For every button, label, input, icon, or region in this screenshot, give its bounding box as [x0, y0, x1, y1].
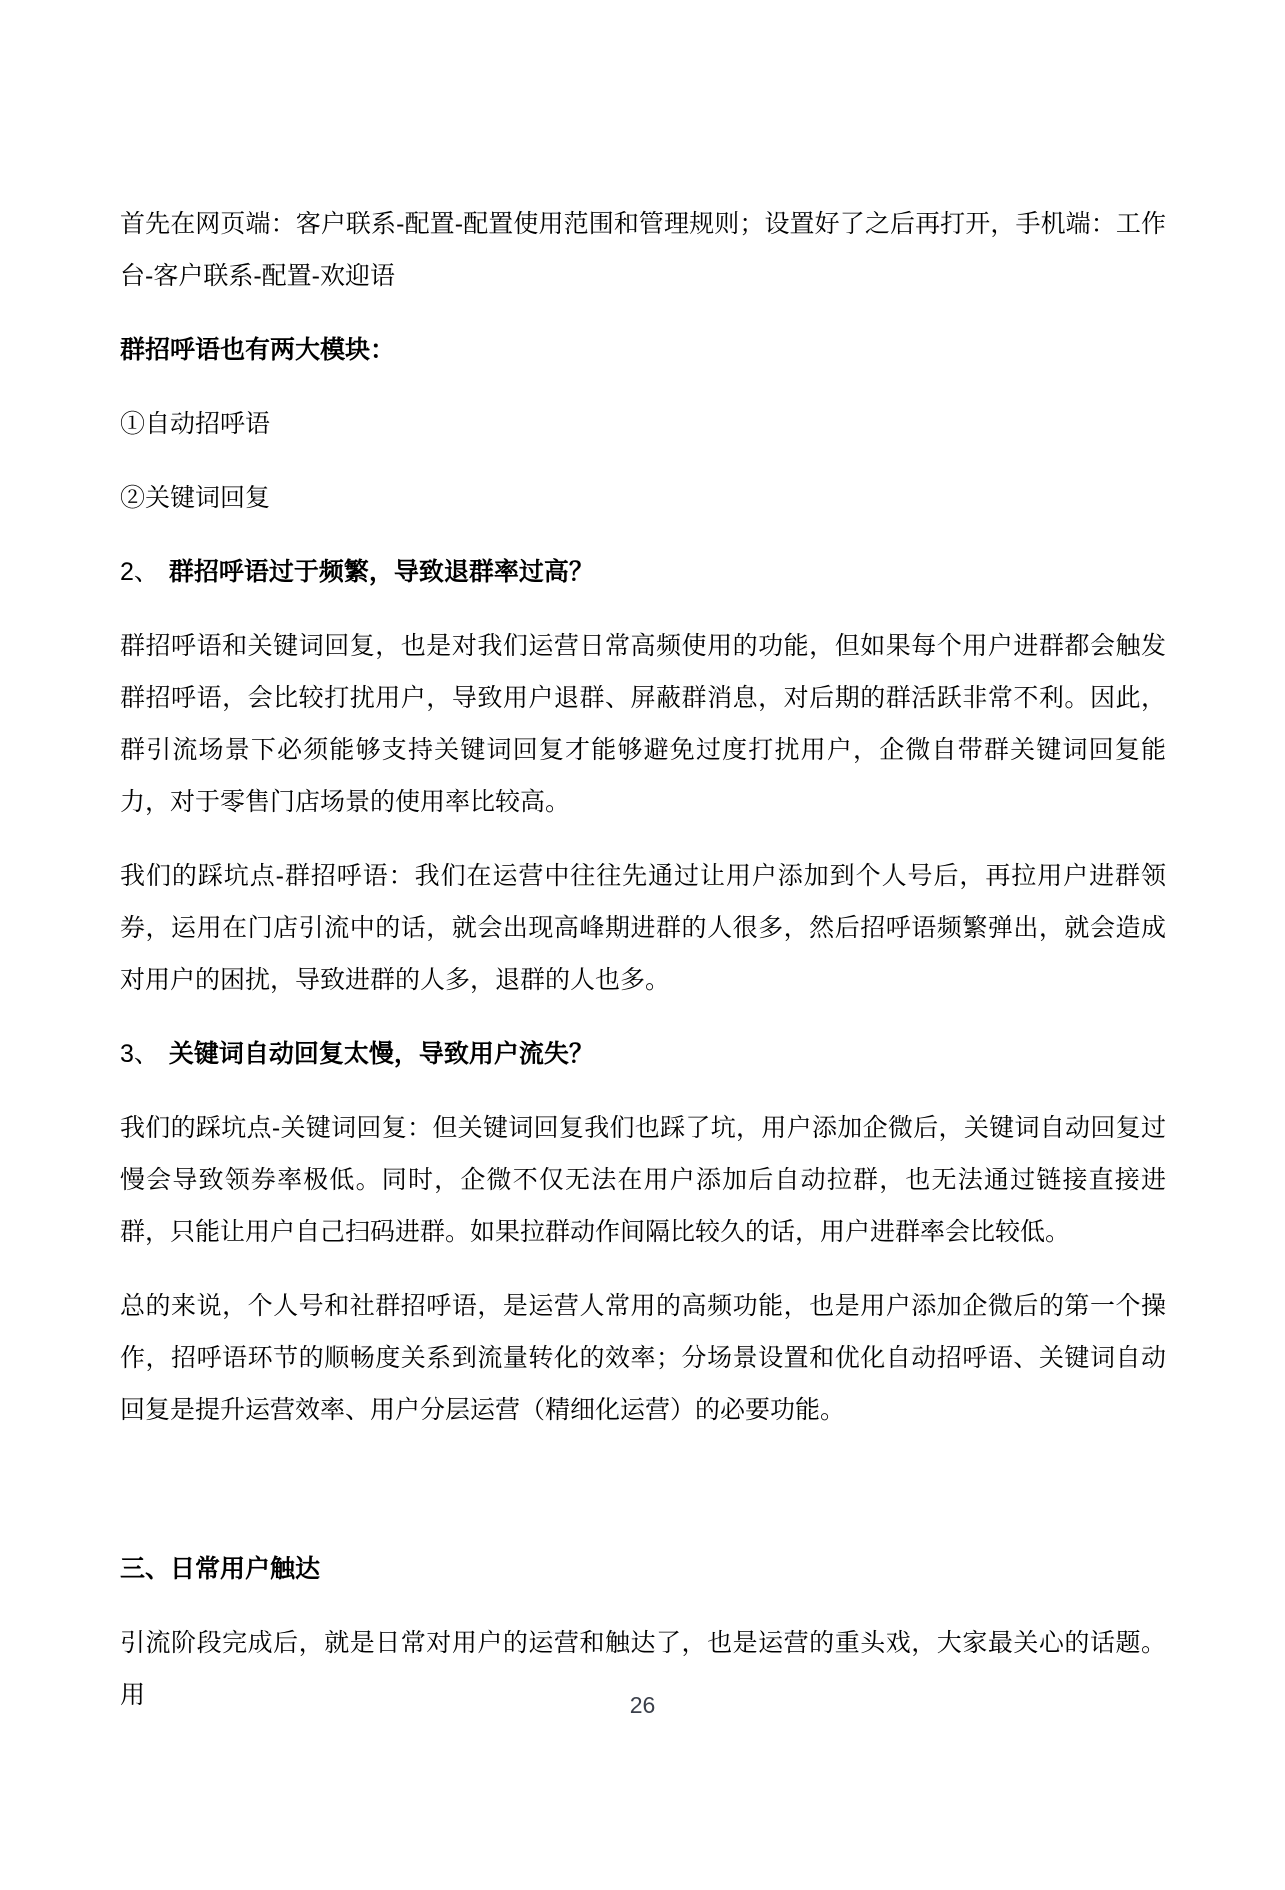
- paragraph-setup-path: 首先在网页端：客户联系-配置-配置使用范围和管理规则；设置好了之后再打开，手机端：工作台-客户联系-配置-欢迎语: [120, 210, 1166, 290]
- paragraph-pitfall-group-greeting: 我们的踩坑点-群招呼语：我们在运营中往往先通过让用户添加到个人号后，再拉用户进群领券，运用在门店引流中的话，就会出现高峰期进群的人很多，然后招呼语频繁弹出，就会造成对用户的困扰，导致进群的人多，退群的人也多。: [120, 862, 1166, 994]
- heading-q3-text: 关键词自动回复太慢，导致用户流失？: [168, 1040, 594, 1068]
- paragraph-summary: 总的来说，个人号和社群招呼语，是运营人常用的高频功能，也是用户添加企微后的第一个操作，招呼语环节的顺畅度关系到流量转化的效率；分场景设置和优化自动招呼语、关键词自动回复是提升运营效率、用户分层运营（精细化运营）的必要功能。: [120, 1292, 1166, 1424]
- page-content: [120, 198, 1166, 1743]
- heading-section-3-daily-user-reach: 三、日常用户触达: [120, 1555, 321, 1583]
- heading-q3-number: 3、: [120, 1040, 159, 1068]
- page-number: 26: [629, 1692, 656, 1718]
- list-item-1-auto-greeting: ①自动招呼语: [120, 410, 271, 438]
- paragraph-pitfall-keyword-reply: 我们的踩坑点-关键词回复：但关键词回复我们也踩了坑，用户添加企微后，关键词自动回复过慢会导致领券率极低。同时，企微不仅无法在用户添加后自动拉群，也无法通过链接直接进群，只能让用户自己扫码进群。如果拉群动作间隔比较久的话，用户进群率会比较低。: [120, 1114, 1166, 1246]
- paragraph-q2-explanation: 群招呼语和关键词回复，也是对我们运营日常高频使用的功能，但如果每个用户进群都会触发群招呼语，会比较打扰用户，导致用户退群、屏蔽群消息，对后期的群活跃非常不利。因此，群引流场景下必须能够支持关键词回复才能够避免过度打扰用户，企微自带群关键词回复能力，对于零售门店场景的使用率比较高。: [120, 632, 1166, 816]
- heading-q2-frequent-greetings: [120, 546, 1166, 598]
- heading-group-greeting-modules: 群招呼语也有两大模块：: [120, 336, 396, 364]
- paragraph-daily-reach-intro: 引流阶段完成后，就是日常对用户的运营和触达了，也是运营的重头戏，大家最关心的话题。用: [120, 1629, 1166, 1709]
- heading-q3-slow-keyword-reply: [120, 1028, 1166, 1080]
- heading-q2-number: 2、: [120, 558, 159, 586]
- list-item-2-keyword-reply: ②关键词回复: [120, 484, 271, 512]
- heading-q2-text: 群招呼语过于频繁，导致退群率过高？: [168, 558, 594, 586]
